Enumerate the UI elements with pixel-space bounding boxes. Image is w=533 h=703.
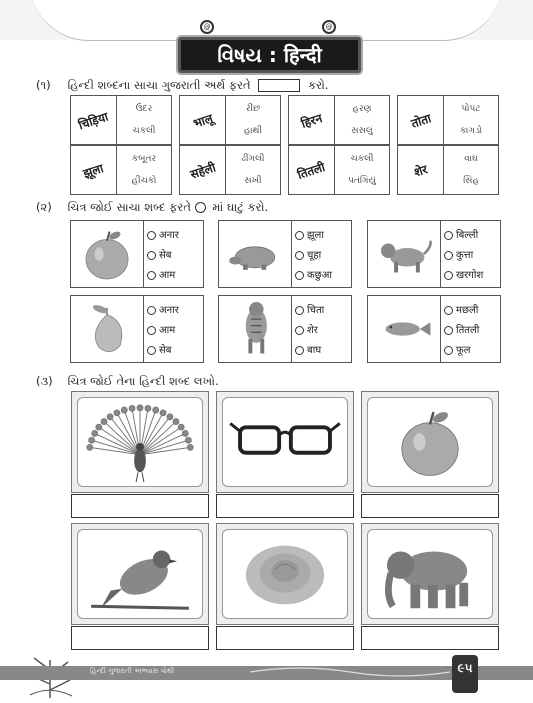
answer-box[interactable]	[216, 494, 354, 518]
radio-option-label: आम	[159, 270, 176, 281]
gujarati-option[interactable]: ઢીંગલી	[241, 154, 265, 164]
hindi-word-text: चिड़िया	[77, 109, 111, 132]
gujarati-options	[444, 96, 498, 144]
radio-circle-icon[interactable]	[444, 326, 453, 335]
top-banner	[0, 0, 533, 40]
radio-option[interactable]	[147, 267, 200, 281]
gujarati-option[interactable]: કાગડો	[459, 126, 483, 136]
radio-option[interactable]	[147, 227, 200, 241]
radio-circle-icon[interactable]	[444, 306, 453, 315]
radio-option-label: सेब	[159, 345, 172, 356]
binder-hole-right: @	[322, 20, 336, 34]
gujarati-options	[117, 146, 171, 194]
page-number: ૯૫	[452, 655, 478, 693]
match-card	[397, 145, 499, 195]
radio-circle-icon[interactable]	[147, 231, 156, 240]
radio-circle-icon[interactable]	[295, 271, 304, 280]
radio-option-label: शेर	[307, 325, 318, 336]
peacock-picture	[77, 397, 203, 487]
gujarati-option[interactable]: સસલું	[351, 126, 373, 136]
hindi-word	[398, 146, 444, 194]
radio-option-label: खरगोश	[456, 270, 484, 281]
hindi-word-text: हिरन	[299, 110, 324, 131]
elephant-picture	[367, 529, 493, 619]
match-card	[179, 95, 281, 145]
gujarati-options	[226, 146, 280, 194]
radio-circle-icon[interactable]	[295, 231, 304, 240]
radio-option[interactable]	[295, 342, 348, 356]
radio-circle-icon[interactable]	[147, 251, 156, 260]
radio-option-label: फूल	[456, 345, 471, 356]
radio-option-label: अनार	[159, 230, 179, 241]
radio-option[interactable]	[147, 302, 200, 316]
gujarati-option[interactable]: ચકલી	[350, 154, 374, 164]
radio-option-label: झूला	[307, 230, 324, 241]
radio-circle-icon[interactable]	[444, 251, 453, 260]
gujarati-option[interactable]: પોપટ	[461, 104, 481, 114]
apple-picture	[367, 397, 493, 487]
radio-circle-icon[interactable]	[295, 346, 304, 355]
picture-frame	[71, 391, 209, 493]
radio-option[interactable]	[295, 247, 348, 261]
radio-option[interactable]	[295, 227, 348, 241]
gujarati-options	[226, 96, 280, 144]
gujarati-option[interactable]: હીંચકો	[131, 176, 157, 186]
radio-options	[144, 296, 203, 362]
radio-options	[441, 221, 500, 287]
radio-option-label: अनार	[159, 305, 179, 316]
hindi-word-text: शेर	[412, 161, 430, 180]
radio-option[interactable]	[147, 342, 200, 356]
radio-option-label: बिल्ली	[456, 230, 479, 241]
gujarati-options	[444, 146, 498, 194]
radio-option[interactable]	[444, 267, 497, 281]
hindi-word	[398, 96, 444, 144]
match-card	[288, 95, 390, 145]
hindi-word	[71, 146, 117, 194]
radio-circle-icon[interactable]	[444, 231, 453, 240]
gujarati-option[interactable]: વાઘ	[464, 154, 478, 164]
hindi-word	[180, 146, 226, 194]
picture-choice-card	[218, 220, 352, 288]
apple-picture	[71, 221, 144, 287]
radio-option-label: कुत्ता	[456, 250, 474, 261]
blank-box-icon	[258, 79, 300, 92]
gujarati-options	[335, 146, 389, 194]
gujarati-options	[335, 96, 389, 144]
mango-picture	[71, 296, 144, 362]
hindi-word-text: तितली	[296, 159, 328, 182]
answer-box[interactable]	[361, 626, 499, 650]
gujarati-option[interactable]: કબૂતર	[131, 154, 157, 164]
radio-option[interactable]	[444, 342, 497, 356]
hindi-word-text: सहेली	[188, 159, 218, 182]
radio-circle-icon[interactable]	[147, 346, 156, 355]
radio-option[interactable]	[147, 247, 200, 261]
question-2-instruction: (૨) ચિત્ર જોઈ સાચા શબ્દ ફરતે માં ઘાટું કરો.	[36, 200, 269, 214]
radio-option[interactable]	[444, 247, 497, 261]
question-3-instruction: (૩) ચિત્ર જોઈ તેના હિન્દી શબ્દ લખો.	[36, 374, 219, 388]
footer-text: હિન્દી ગુજરાતી અભ્યાસ પોથી	[90, 667, 175, 675]
picture-frame	[216, 391, 354, 493]
radio-circle-icon[interactable]	[147, 326, 156, 335]
page-title: વિષય : हिन्दी	[178, 37, 361, 73]
gujarati-option[interactable]: હરણ	[352, 104, 372, 114]
radio-option-label: मछली	[456, 305, 479, 316]
question-1-instruction: (૧) હિન્દી શબ્દના સાચા ગુજરાતી અર્થ ફરતે કરો.	[36, 78, 329, 92]
radio-option-label: चूहा	[307, 250, 322, 261]
radio-option[interactable]	[444, 322, 497, 336]
answer-box[interactable]	[71, 626, 209, 650]
answer-box[interactable]	[71, 494, 209, 518]
picture-frame	[71, 523, 209, 625]
gujarati-option[interactable]: સિંહ	[463, 176, 479, 186]
match-card	[70, 145, 172, 195]
radio-option[interactable]	[295, 302, 348, 316]
hindi-word	[180, 96, 226, 144]
spectacles-picture	[222, 397, 348, 487]
picture-choice-card	[367, 295, 501, 363]
hindi-word-text: झूला	[81, 160, 106, 181]
picture-choice-card	[218, 295, 352, 363]
radio-option[interactable]	[147, 322, 200, 336]
gujarati-option[interactable]: પતંગિયું	[348, 176, 376, 186]
radio-options	[144, 221, 203, 287]
radio-circle-icon[interactable]	[295, 326, 304, 335]
tiger-picture	[219, 296, 292, 362]
radio-option-label: चिता	[307, 305, 325, 316]
radio-option[interactable]	[444, 227, 497, 241]
gujarati-option[interactable]: હાથી	[243, 126, 263, 136]
radio-option-label: बाघ	[307, 345, 322, 356]
radio-circle-icon[interactable]	[147, 271, 156, 280]
hindi-word-text: भालू	[191, 110, 215, 131]
gujarati-option[interactable]: સખી	[244, 176, 262, 186]
radio-circle-icon[interactable]	[444, 346, 453, 355]
radio-option-label: तितली	[456, 325, 480, 336]
radio-circle-icon[interactable]	[147, 306, 156, 315]
hindi-word	[289, 146, 335, 194]
answer-box[interactable]	[216, 626, 354, 650]
dog-picture	[368, 221, 441, 287]
match-card	[397, 95, 499, 145]
fish-picture	[368, 296, 441, 362]
radio-option-label: सेब	[159, 250, 172, 261]
footer-wave-icon	[250, 664, 450, 680]
radio-option-label: कछुआ	[307, 270, 332, 281]
picture-frame	[361, 391, 499, 493]
match-card	[70, 95, 172, 145]
picture-choice-card	[70, 220, 204, 288]
radio-circle-icon[interactable]	[444, 271, 453, 280]
hindi-word	[71, 96, 117, 144]
circle-icon	[195, 202, 206, 213]
radio-option[interactable]	[444, 302, 497, 316]
tortoise-picture	[219, 221, 292, 287]
radio-circle-icon[interactable]	[295, 251, 304, 260]
match-card	[179, 145, 281, 195]
radio-options	[292, 296, 351, 362]
radio-option[interactable]	[295, 267, 348, 281]
answer-box[interactable]	[361, 494, 499, 518]
match-card	[288, 145, 390, 195]
hindi-word	[289, 96, 335, 144]
picture-frame	[216, 523, 354, 625]
gujarati-option[interactable]: ઉંદર	[135, 104, 153, 114]
radio-options	[441, 296, 500, 362]
picture-choice-card	[367, 220, 501, 288]
rose-picture	[222, 529, 348, 619]
radio-option-label: आम	[159, 325, 176, 336]
radio-options	[292, 221, 351, 287]
binder-hole-left: @	[200, 20, 214, 34]
gujarati-options	[117, 96, 171, 144]
picture-frame	[361, 523, 499, 625]
radio-circle-icon[interactable]	[295, 306, 304, 315]
hindi-word-text: तोता	[409, 110, 433, 131]
gujarati-option[interactable]: રીંછ	[245, 104, 261, 114]
radio-option[interactable]	[295, 322, 348, 336]
picture-choice-card	[70, 295, 204, 363]
gujarati-option[interactable]: ચકલી	[132, 126, 156, 136]
sparrow-picture	[77, 529, 203, 619]
